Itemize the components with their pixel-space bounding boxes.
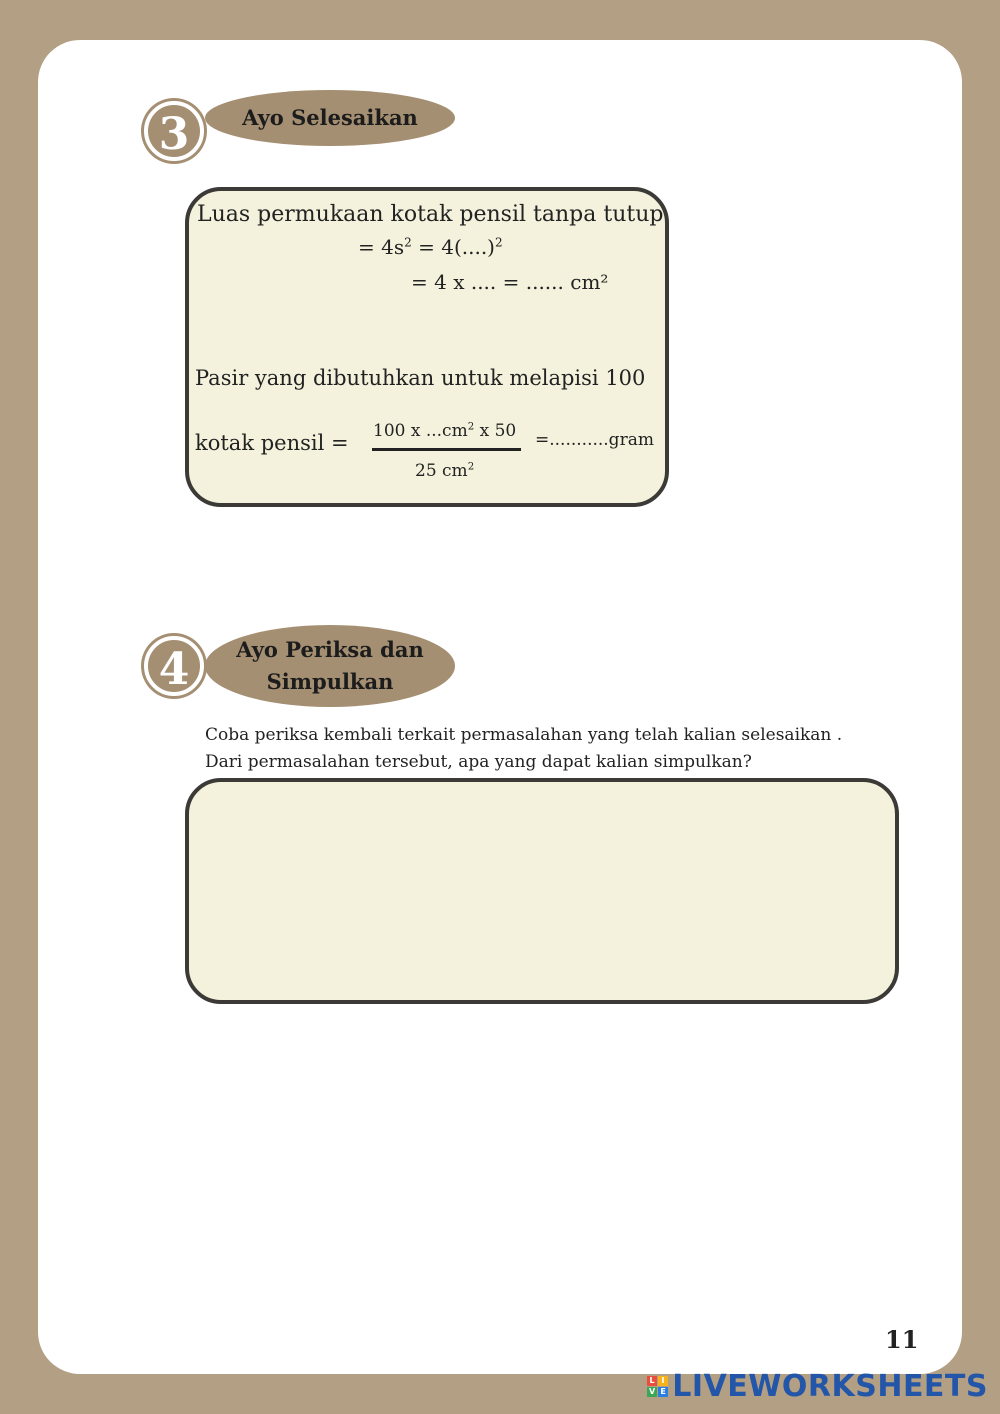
sand-needed-line: Pasir yang dibutuhkan untuk melapisi 100 (195, 366, 646, 390)
instruction-line-1: Coba periksa kembali terkait permasalahan yang telah kalian selesaikan . (205, 725, 843, 745)
liveworksheets-icon: L I V E (647, 1376, 668, 1397)
fraction-line (372, 448, 521, 451)
numerator-sup: 2 (467, 421, 475, 433)
fraction-denominator (415, 461, 474, 481)
surface-area-line: Luas permukaan kotak pensil tanpa tutup (197, 202, 664, 227)
brand-text: LIVEWORKSHEETS (672, 1369, 988, 1404)
result-blank[interactable]: =...........gram (535, 430, 654, 450)
equation-line-1 (358, 235, 503, 259)
numerator-a: 100 x ...cm (373, 421, 468, 441)
eq1-mid: = 4(....) (411, 235, 495, 259)
eq1-sup: 2 (404, 235, 412, 250)
liveworksheets-logo (647, 1369, 988, 1404)
section-4-title: Ayo Periksa dan Simpulkan (205, 625, 455, 707)
instruction-line-2: Dari permasalahan tersebut, apa yang dapat kalian simpulkan? (205, 752, 752, 772)
section-3-number: 3 (144, 101, 204, 161)
denominator-text: 25 cm (415, 461, 468, 481)
page-number: 11 (885, 1325, 919, 1354)
section-4-number: 4 (144, 636, 204, 696)
conclusion-answer-box[interactable] (185, 778, 899, 1004)
numerator-b: x 50 (474, 421, 517, 441)
fraction-numerator (373, 421, 516, 441)
section-3-title: Ayo Selesaikan (205, 90, 455, 146)
denominator-sup: 2 (467, 461, 475, 473)
eq1-prefix: = 4s (358, 235, 405, 259)
eq1-sup2: 2 (494, 235, 503, 250)
pencil-box-label: kotak pensil = (195, 431, 349, 455)
equation-line-2: = 4 x .... = ...... cm² (411, 270, 609, 294)
